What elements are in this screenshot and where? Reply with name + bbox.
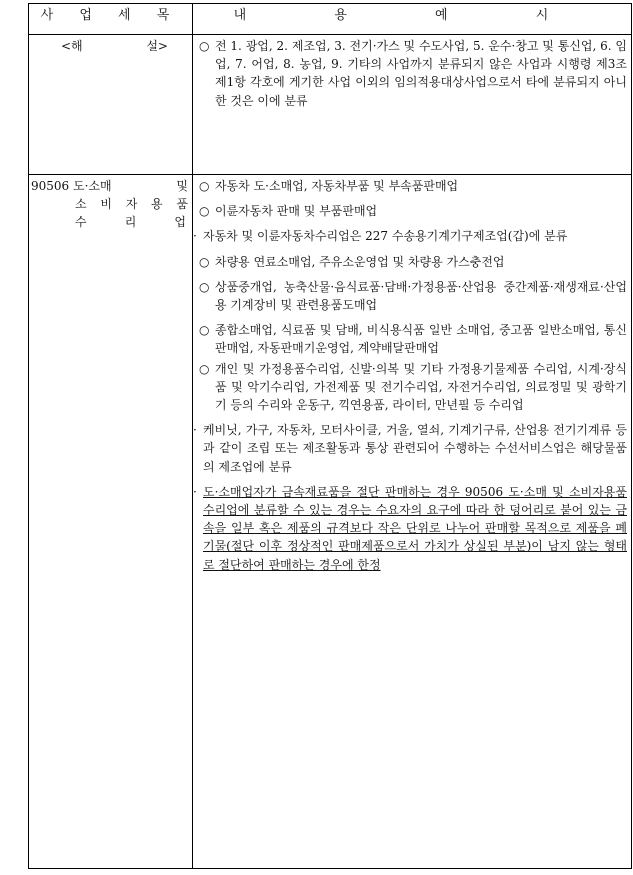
explanation-label-close: 설> xyxy=(146,39,168,53)
explanation-content-cell xyxy=(193,35,632,175)
list-item-text: 전 1. 광업, 2. 제조업, 3. 전기·가스 및 수도사업, 5. 운수·창고 및 통신업, 6. 임업, 7. 어업, 8. 농업, 9. 기타의 사업까지 분류되지 않은 사업과 시행령 제3조제1항 각호에 게기한 사업 이외의 임의적용대상사업으로서 타에 분류되지 아니한 것은 이에 분류 xyxy=(215,39,627,108)
category-char: 용 xyxy=(151,197,163,211)
list-item-text: 케비닛, 가구, 자동차, 모터사이클, 거울, 열쇠, 기계기구류, 산업용 전기기계류 등과 같이 조립 또는 제조활동과 통상 관련되어 수행하는 수선서비스업은 해당물품의 제조업에 분류 xyxy=(203,423,627,474)
table-header-row xyxy=(29,4,632,35)
list-item xyxy=(193,227,627,245)
circle-bullet-icon: ○ xyxy=(199,279,210,294)
table-row-90506 xyxy=(29,175,632,869)
dot-bullet-icon: · xyxy=(193,229,197,244)
header-business-detail: 사 업 세 목 xyxy=(29,4,193,35)
list-item-text: 자동차 및 이륜자동차수리업은 227 수송용기계기구제조업(갑)에 분류 xyxy=(203,229,568,244)
explanation-label-open: <해 xyxy=(61,39,83,53)
category-char: 자 xyxy=(125,197,138,211)
list-item xyxy=(199,253,627,271)
list-item xyxy=(199,278,627,314)
category-label-cell xyxy=(29,175,193,869)
circle-bullet-icon: ○ xyxy=(199,361,210,376)
list-item xyxy=(199,360,627,415)
category-char: 업 xyxy=(174,215,186,229)
dot-bullet-icon: · xyxy=(193,484,197,499)
list-item xyxy=(199,37,627,110)
category-char: 비 xyxy=(100,197,112,211)
list-item xyxy=(199,177,627,195)
list-item-text: 개인 및 가정용품수리업, 신발·의복 및 기타 가정용기물제품 수리업, 시계·장식품 및 악기수리업, 가전제품 및 전기수리업, 자전거수리업, 의료정밀 및 광학기기 등의 수리와 운동구, 끽연용품, 라이터, 만년필 등 수리업 xyxy=(215,361,627,413)
table-row-explanation xyxy=(29,35,632,175)
category-content-cell xyxy=(193,175,632,869)
circle-bullet-icon: ○ xyxy=(199,204,210,219)
dot-bullet-icon: · xyxy=(193,423,197,438)
list-item xyxy=(193,421,627,476)
category-char: 소 xyxy=(75,197,87,211)
category-code-name: 90506 도·소매 xyxy=(31,179,112,193)
list-item-text: 상품중개업, 농축산물·음식료품·담배·가정용품·산업용 중간제품·재생재료·산업용 기계장비 및 관련용품도매업 xyxy=(215,279,627,313)
category-char: 수 xyxy=(75,215,87,229)
explanation-label-cell xyxy=(29,35,193,175)
list-item xyxy=(199,321,627,357)
circle-bullet-icon: ○ xyxy=(199,254,210,269)
header-content-example: 내 용 예 시 xyxy=(193,4,632,35)
list-item-text: 자동차 도·소매업, 자동차부품 및 부속품판매업 xyxy=(215,179,459,193)
list-item-text: 이륜자동차 판매 및 부품판매업 xyxy=(215,204,378,219)
circle-bullet-icon: ○ xyxy=(199,39,210,53)
list-item-text: 차량용 연료소매업, 주유소운영업 및 차량용 가스충전업 xyxy=(215,254,505,269)
category-conjunction: 및 xyxy=(176,179,188,193)
classification-table xyxy=(28,3,632,869)
circle-bullet-icon: ○ xyxy=(199,179,210,193)
category-char: 품 xyxy=(176,197,188,211)
list-item xyxy=(199,202,627,220)
list-item xyxy=(193,483,627,574)
category-char: 리 xyxy=(124,215,137,229)
list-item-text-underlined: 도·소매업자가 금속재료품을 절단 판매하는 경우 90506 도·소매 및 소비자용품 수리업에 분류할 수 있는 경우는 수요자의 요구에 따라 한 덩어리로 붙어 있는 금속을 일부 혹은 제품의 규격보다 작은 단위로 나누어 판매할 목적으로 제품을 폐기물(절단 이후 정상적인 판매제품으로서 가치가 상실된 부분)이 남지 않는 형태로 절단하여 판매하는 경우에 한정 xyxy=(203,484,627,572)
circle-bullet-icon: ○ xyxy=(199,323,210,338)
list-item-text: 종합소매업, 식료품 및 담배, 비식용식품 일반 소매업, 중고품 일반소매업, 통신판매업, 자동판매기운영업, 계약배달판매업 xyxy=(215,323,627,356)
